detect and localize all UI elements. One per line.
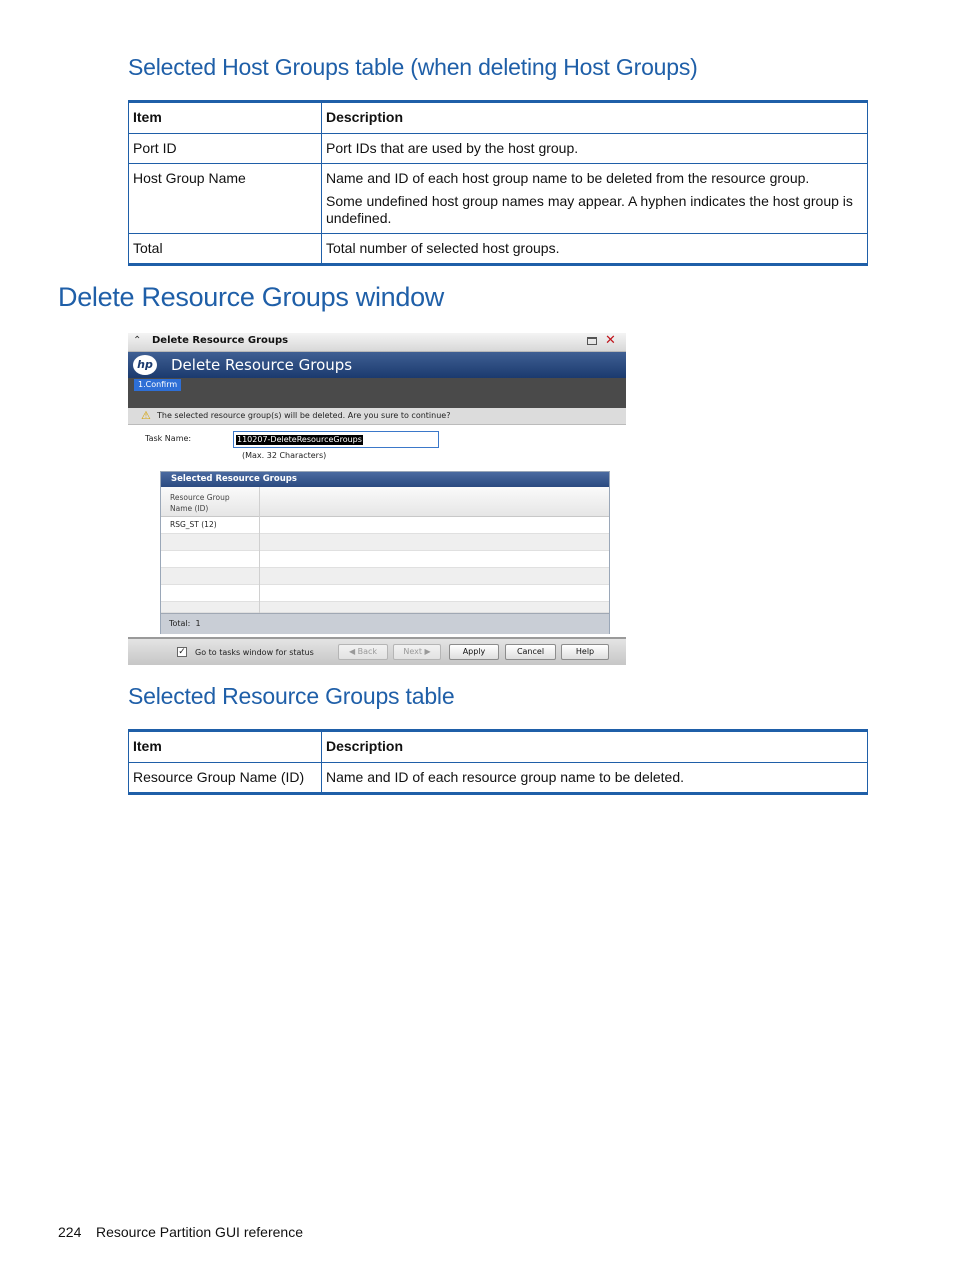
table-row-empty [161,534,609,551]
window-titlebar [128,333,626,352]
footer-text: Resource Partition GUI reference [96,1224,303,1240]
table-header-row [129,102,868,134]
left-arrow-icon: ◀ [348,647,356,656]
panel-title: Selected Resource Groups [161,472,609,487]
apply-button[interactable]: Apply [449,644,499,660]
section-heading-window: Delete Resource Groups window [58,282,444,312]
description-text: Name and ID of each host group name to be deleted from the resource group. [326,170,810,186]
total-value: 1 [195,619,201,628]
task-name-value: 110207-DeleteResourceGroups [237,435,362,444]
column-header-item: Item [129,102,322,134]
item-cell: Resource Group Name (ID) [129,763,322,794]
task-name-input[interactable] [233,431,439,448]
column-header-line: Resource Group [170,493,230,502]
description-cell [322,164,868,234]
confirmation-bar [128,408,626,425]
description-cell [322,134,868,164]
total-label: Total: [169,619,191,628]
description-cell [322,763,868,794]
maximize-icon[interactable] [587,337,597,345]
description-text: Some undefined host group names may appear. A hyphen indicates the host group is undefined. [326,193,853,226]
item-cell: Port ID [129,134,322,164]
close-icon[interactable]: ✕ [605,333,616,348]
description-text: Total number of selected host groups. [326,240,560,256]
resource-group-cell: RSG_ST (12) [170,520,217,529]
table-row-empty [161,568,609,585]
task-name-label: Task Name: [145,434,192,443]
step-confirm-tab: 1.Confirm [134,379,181,391]
checkbox-label: Go to tasks window for status [195,648,314,657]
right-arrow-icon: ▶ [424,647,431,656]
item-cell: Host Group Name [129,164,322,234]
go-to-tasks-checkbox[interactable]: ✓ [178,647,186,657]
description-cell [322,234,868,265]
column-header-line: Name (ID) [170,504,209,513]
description-text: Port IDs that are used by the host group. [326,140,579,156]
column-divider [259,487,260,613]
table-row[interactable] [161,517,609,534]
banner-title: Delete Resource Groups [171,356,353,374]
back-button[interactable] [338,644,388,660]
next-label: Next [403,647,422,656]
table-row [129,164,868,234]
table-row [129,134,868,164]
collapse-icon[interactable]: ⌃ [133,335,142,346]
total-bar [161,613,609,634]
delete-resource-groups-window [128,333,626,665]
table-row-empty [161,551,609,568]
page-number: 224 [58,1224,82,1240]
table-header-row [129,731,868,763]
help-button[interactable]: Help [561,644,609,660]
table-row-empty [161,585,609,602]
section-heading-host-groups: Selected Host Groups table (when deleting Host Groups) [128,54,698,80]
window-title: Delete Resource Groups [152,335,289,346]
column-header-description: Description [322,102,868,134]
confirmation-message: The selected resource group(s) will be deleted. Are you sure to continue? [157,411,451,420]
back-label: Back [357,647,378,656]
wizard-step-bar [128,378,626,408]
task-name-hint: (Max. 32 Characters) [242,451,327,460]
host-groups-table [128,100,868,266]
selected-resource-groups-panel [160,471,610,634]
resource-groups-table [128,729,868,795]
description-text: Name and ID of each resource group name to be deleted. [326,769,684,785]
hp-logo: hp [133,355,157,375]
total-text [169,619,201,628]
column-header-item: Item [129,731,322,763]
table-row [129,763,868,794]
column-header-description: Description [322,731,868,763]
table-header[interactable] [161,487,609,517]
table-row-empty [161,602,609,613]
cancel-button[interactable]: Cancel [505,644,556,660]
next-button[interactable] [393,644,441,660]
column-header-resource-group[interactable] [170,492,255,514]
section-heading-resource-groups: Selected Resource Groups table [128,683,455,709]
window-banner [128,352,626,378]
button-bar [128,637,626,665]
warning-icon: ⚠ [141,409,151,422]
item-cell: Total [129,234,322,265]
table-row [129,234,868,265]
